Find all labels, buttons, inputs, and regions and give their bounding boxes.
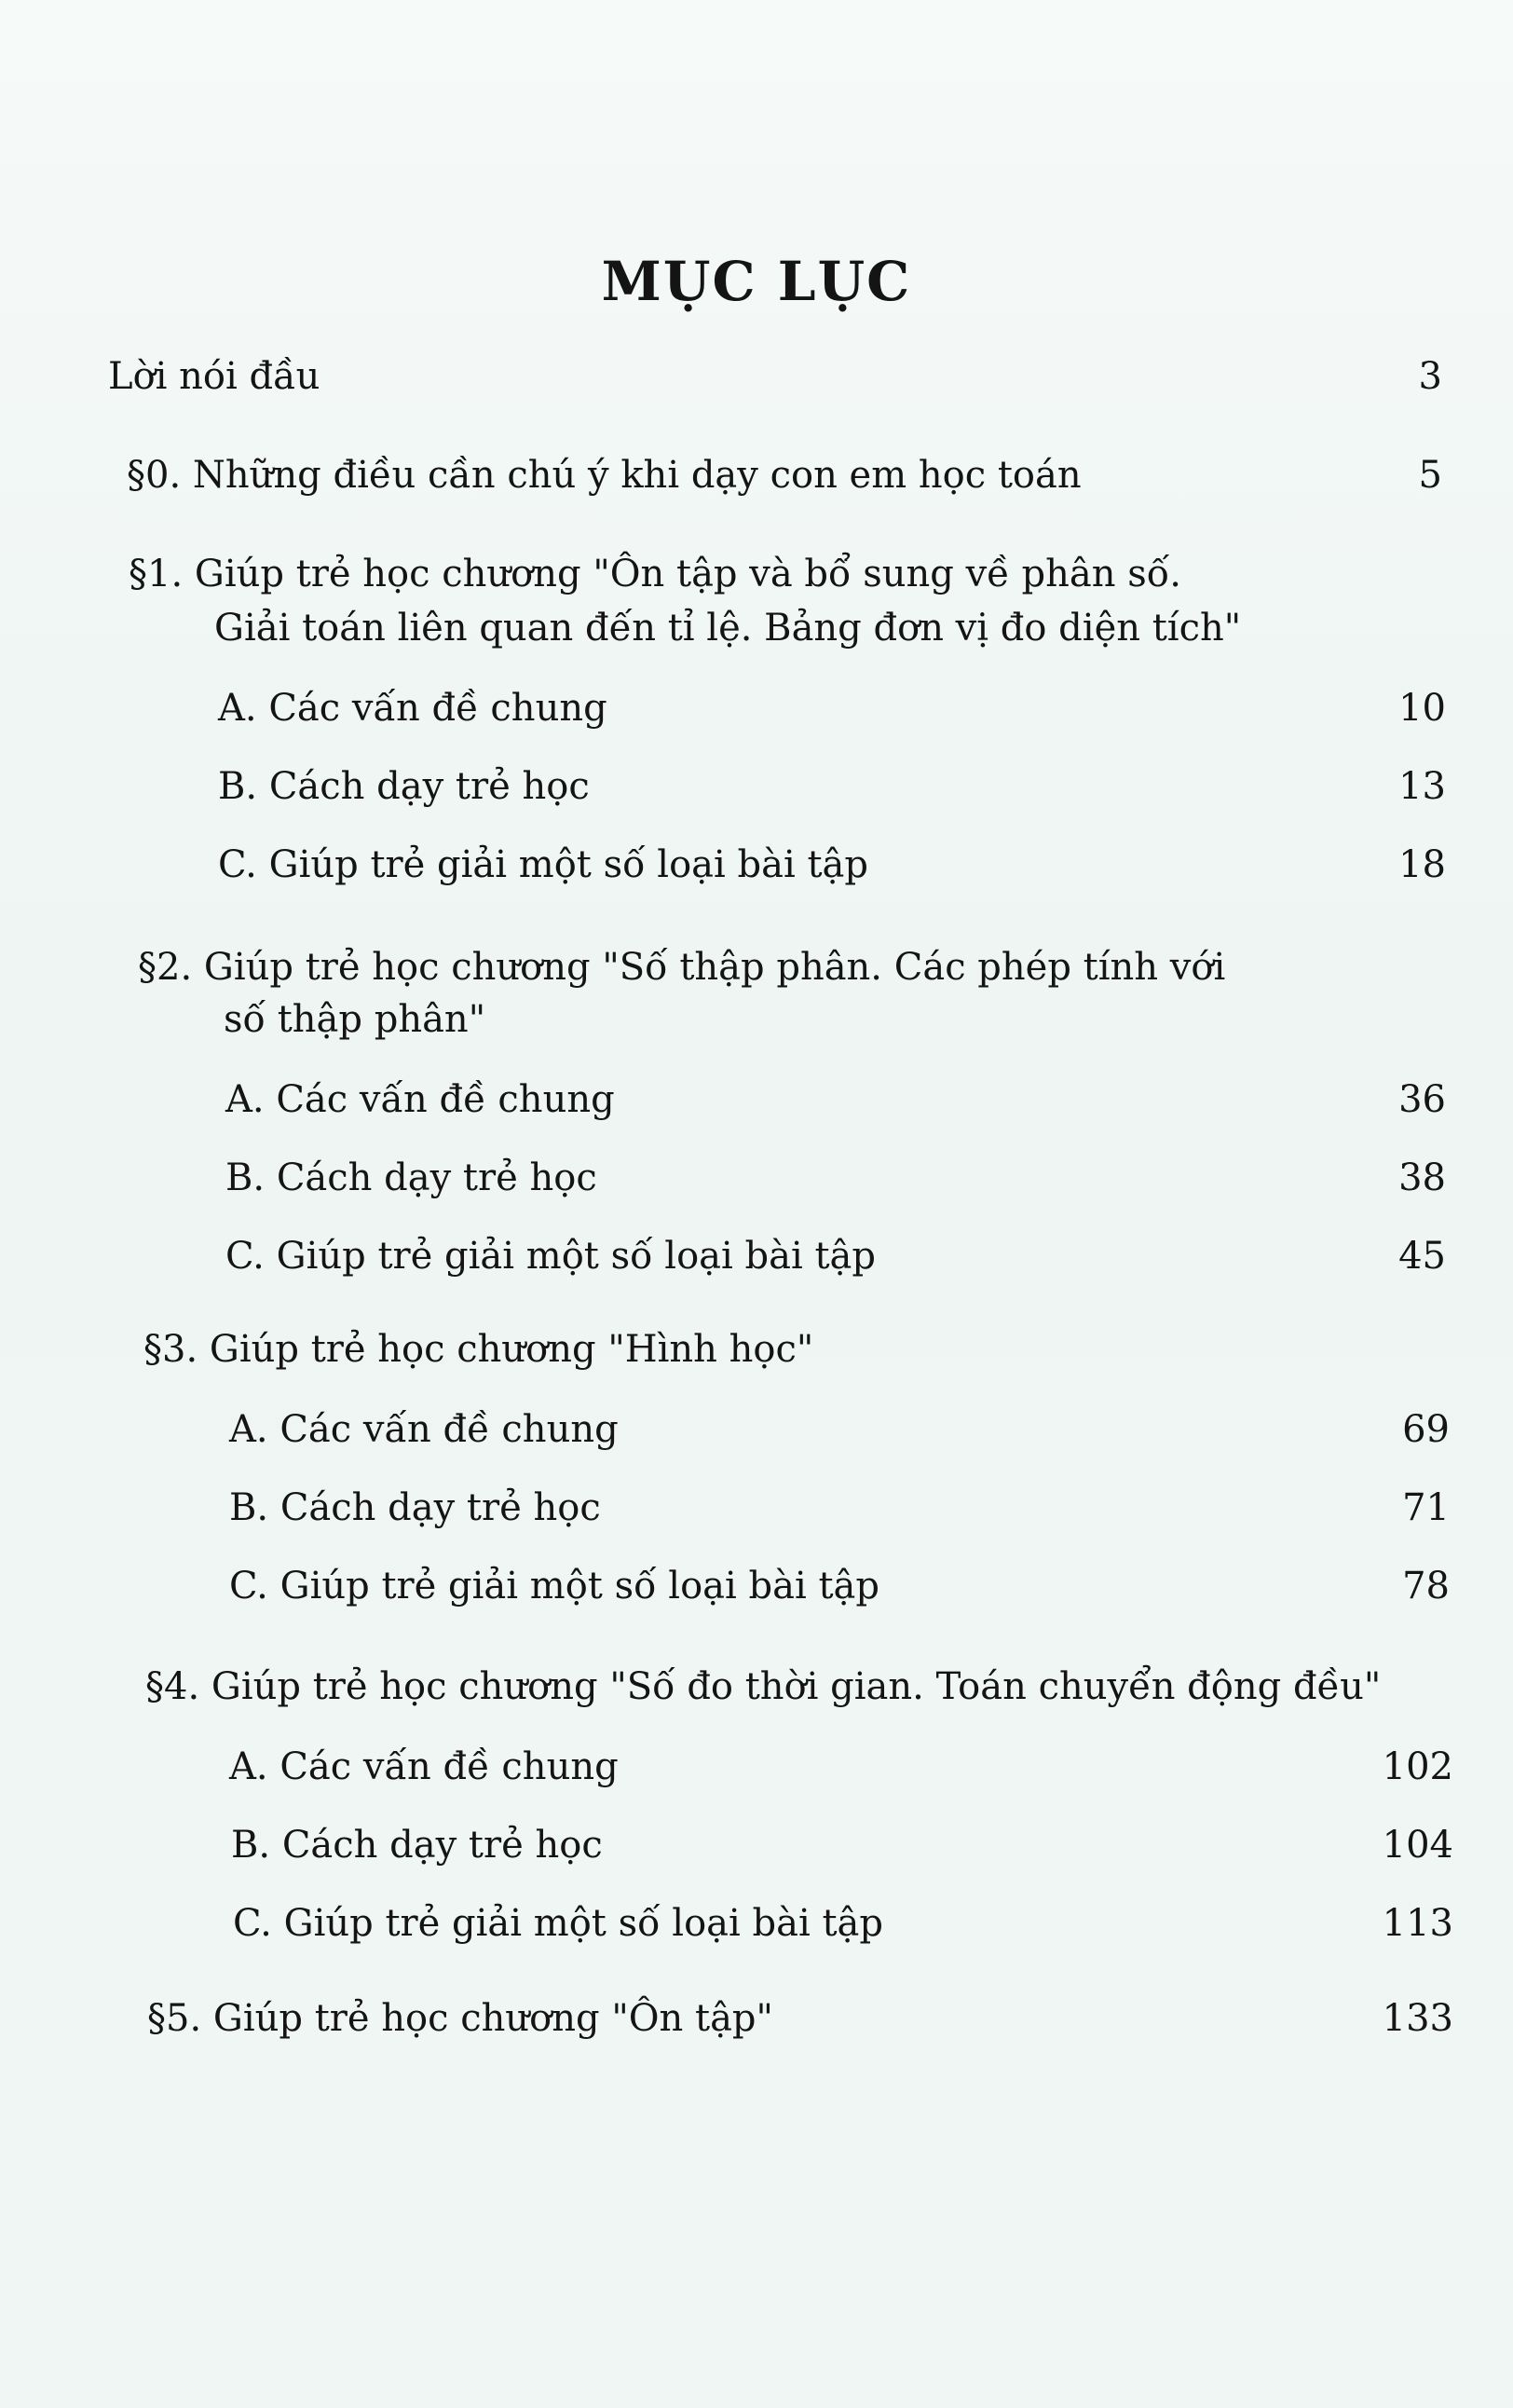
toc-entry-page: 18 <box>1398 843 1446 886</box>
toc-entry-label: §4. Giúp trẻ học chương "Số đo thời gian. Toán chuyển động đều" <box>145 1665 1382 1708</box>
page-title: MỤC LỤC <box>601 250 912 313</box>
toc-entry-page: 69 <box>1402 1408 1450 1451</box>
toc-entry-page: 38 <box>1398 1156 1446 1199</box>
toc-entry-label: B. Cách dạy trẻ học <box>229 1486 601 1529</box>
toc-entry-label: C. Giúp trẻ giải một số loại bài tập <box>218 843 869 886</box>
toc-entry-section-3 <box>143 1325 1444 1374</box>
toc-entry-section-4 <box>145 1662 1450 1711</box>
toc-entry-page: 104 <box>1382 1824 1453 1867</box>
toc-entry-2c <box>225 1232 1446 1280</box>
toc-entry-1a <box>218 684 1446 732</box>
toc-entry-label: §1. Giúp trẻ học chương "Ôn tập và bổ sung về phân số. <box>129 553 1181 595</box>
toc-entry-label: C. Giúp trẻ giải một số loại bài tập <box>233 1902 884 1945</box>
toc-entry-label: §5. Giúp trẻ học chương "Ôn tập" <box>147 1997 773 2040</box>
toc-entry-label: A. Các vấn đề chung <box>229 1745 619 1788</box>
toc-entry-label: A. Các vấn đề chung <box>218 687 607 730</box>
toc-entry-3b <box>229 1484 1450 1532</box>
toc-entry-3a <box>229 1405 1450 1454</box>
toc-entry-page: 133 <box>1382 1997 1453 2040</box>
toc-entry-label: Lời nói đầu <box>108 355 320 398</box>
toc-entry-label: B. Cách dạy trẻ học <box>225 1156 597 1199</box>
toc-entry-1b <box>218 762 1446 811</box>
toc-entry-2b <box>225 1154 1446 1202</box>
toc-entry-label: B. Cách dạy trẻ học <box>231 1824 603 1867</box>
toc-entry-section-2 <box>138 943 1442 992</box>
toc-entry-preface <box>108 352 1442 401</box>
toc-entry-page: 13 <box>1398 765 1446 808</box>
toc-entry-3c <box>229 1562 1450 1610</box>
toc-entry-page: 3 <box>1418 355 1442 398</box>
toc-entry-section-2-continued <box>224 995 1435 1044</box>
toc-entry-label: B. Cách dạy trẻ học <box>218 765 590 808</box>
toc-entry-page: 71 <box>1402 1486 1450 1529</box>
toc-entry-page: 36 <box>1398 1078 1446 1121</box>
toc-entry-page: 78 <box>1402 1565 1450 1608</box>
toc-entry-page: 102 <box>1382 1745 1453 1788</box>
toc-entry-page: 45 <box>1398 1235 1446 1278</box>
toc-entry-4c <box>233 1899 1453 1948</box>
toc-entry-label: C. Giúp trẻ giải một số loại bài tập <box>229 1565 880 1608</box>
toc-entry-section-1 <box>129 550 1444 598</box>
toc-entry-label: §3. Giúp trẻ học chương "Hình học" <box>143 1328 814 1371</box>
toc-entry-label: §0. Những điều cần chú ý khi dạy con em học toán <box>127 454 1082 497</box>
toc-entry-2a <box>225 1075 1446 1124</box>
toc-entry-label: A. Các vấn đề chung <box>229 1408 619 1451</box>
toc-entry-page: 113 <box>1382 1902 1453 1945</box>
toc-entry-page: 10 <box>1398 687 1446 730</box>
toc-entry-label: A. Các vấn đề chung <box>225 1078 615 1121</box>
toc-entry-label: C. Giúp trẻ giải một số loại bài tập <box>225 1235 877 1278</box>
toc-entry-4b <box>231 1821 1453 1869</box>
toc-entry-section-1-continued <box>214 604 1425 652</box>
toc-entry-page: 5 <box>1418 454 1442 497</box>
toc-entry-section-5 <box>147 1994 1453 2043</box>
toc-entry-1c <box>218 841 1446 889</box>
toc-entry-4a <box>229 1743 1453 1791</box>
toc-entry-label: số thập phân" <box>224 998 486 1041</box>
toc-entry-label: §2. Giúp trẻ học chương "Số thập phân. Các phép tính với <box>138 946 1226 989</box>
toc-entry-section-0 <box>127 451 1442 499</box>
toc-entry-label: Giải toán liên quan đến tỉ lệ. Bảng đơn vị đo diện tích" <box>214 607 1242 650</box>
